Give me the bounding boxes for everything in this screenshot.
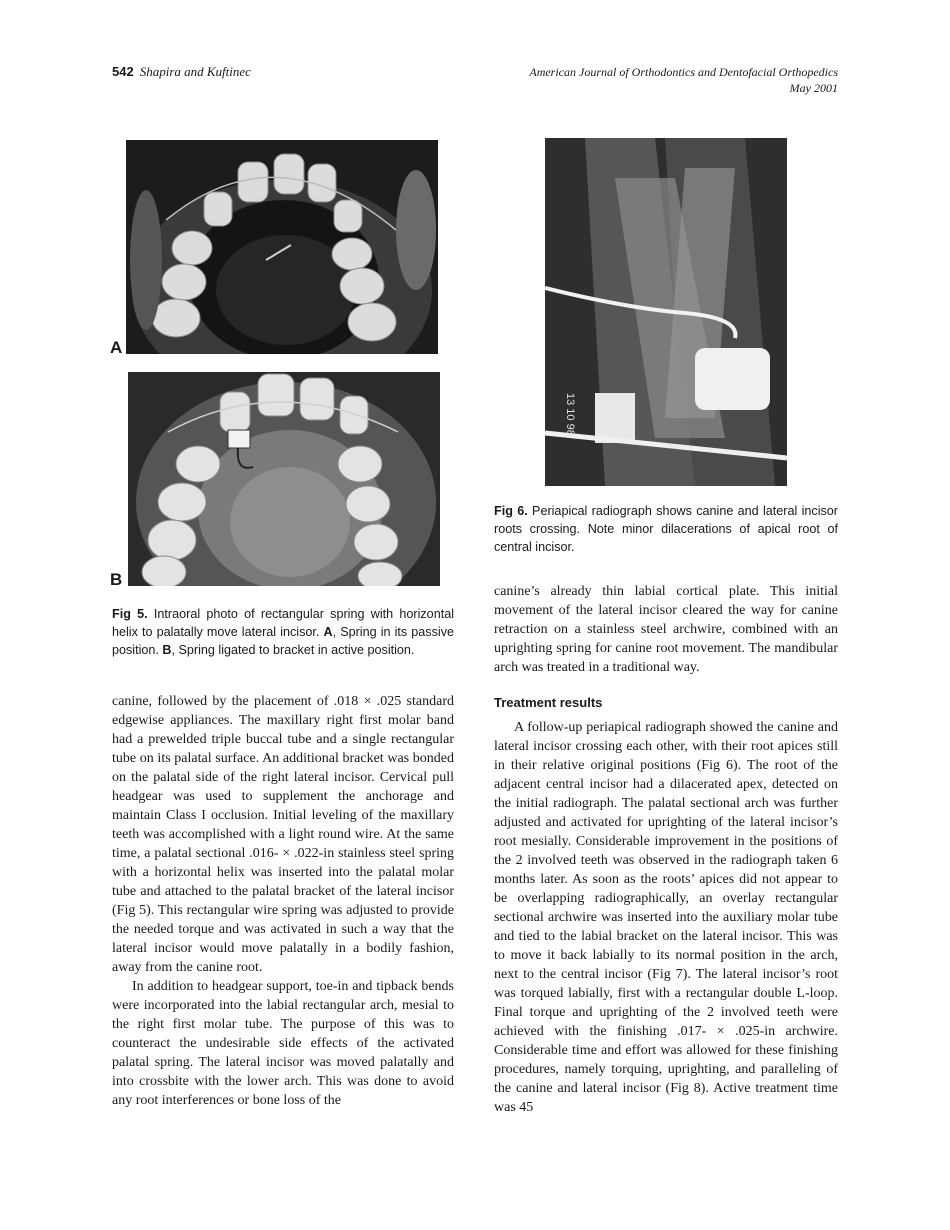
fig5-caption-text-b: , Spring ligated to bracket in active position. <box>171 643 415 657</box>
fig5-panel-a-label: A <box>110 338 123 357</box>
fig5-caption-text-a: , Spring in its passive position. <box>112 625 454 657</box>
fig5-caption <box>112 605 454 659</box>
running-header-right <box>529 64 838 96</box>
right-column-text <box>494 582 838 1117</box>
fig6-caption <box>494 502 838 556</box>
fig6-periapical-radiograph <box>545 138 787 486</box>
page-number: 542 <box>112 64 134 79</box>
fig5-panel-b-label: B <box>110 570 123 589</box>
fig5a-intraoral-photo <box>126 140 438 354</box>
left-column-text <box>112 692 454 1110</box>
running-header-left <box>112 64 251 80</box>
right-paragraph-1: canine’s already thin labial cortical plate. This initial movement of the lateral incisor cleared the way for canine retraction on a stainless steel archwire, combined with an uprighting spring for canine root movement. The mandibular arch was treated in a traditional way. <box>494 584 838 675</box>
fig5b-intraoral-photo <box>128 372 440 586</box>
left-paragraph-1: canine, followed by the placement of .018 × .025 standard edgewise appliances. The maxillary right first molar band had a prewelded triple buccal tube and a single rectangular tube on its palatal surface. An additional bracket was bonded on the palatal side of the right lateral incisor. Cervical pull headgear was used to supplement the anchorage and maintain Class I occlusion. Initial leveling of the maxillary teeth was accomplished with a light round wire. At the same time, a palatal sectional .016- × .022-in stainless steel spring with a horizontal helix was inserted into the palatal molar tube and attached to the palatal bracket of the lateral incisor (Fig 5). This rectangular wire spring was adjusted to provide the needed torque and was activated in such a way that the lateral incisor would move palatally in a bodily fashion, away from the canine root. <box>112 694 454 975</box>
issue-date: May 2001 <box>789 81 838 95</box>
running-authors: Shapira and Kuftinec <box>139 64 251 79</box>
fig6-caption-text: Periapical radiograph shows canine and lateral incisor roots crossing. Note minor dilacerations of apical root of central incisor. <box>494 504 838 554</box>
fig5-caption-b: B <box>162 643 172 657</box>
fig5-caption-a: A <box>323 625 333 639</box>
left-paragraph-2: In addition to headgear support, toe-in and tipback bends were incorporated into the labial rectangular arch, mesial to the right first molar tube. The purpose of this was to counteract the undesirable side effects of the activated palatal spring. The lateral incisor was moved palatally and into crossbite with the lower arch. This was done to avoid any root interferences or bone loss of the <box>112 979 454 1108</box>
radiograph-date-stamp: 13 10 98 <box>564 393 576 436</box>
journal-title: American Journal of Orthodontics and Dentofacial Orthopedics <box>529 65 838 79</box>
section-heading-treatment-results: Treatment results <box>494 695 603 710</box>
fig5-caption-label: Fig 5. <box>112 607 148 621</box>
fig6-caption-label: Fig 6. <box>494 504 528 518</box>
fig5-caption-text: Intraoral photo of rectangular spring with horizontal helix to palatally move lateral incisor. <box>112 607 454 639</box>
right-paragraph-2: A follow-up periapical radiograph showed the canine and lateral incisor crossing each other, with their root apices still in their relative original positions (Fig 6). The root of the adjacent central incisor had a dilacerated apex, detected on the initial radiograph. The palatal sectional arch was further adjusted and activated for uprighting of the lateral incisor’s root mesially. Considerable improvement in the positions of the 2 involved teeth was observed in the radiograph taken 6 months later. As soon as the roots’ apices did not appear to be overlapping radiographically, an overlay rectangular sectional archwire was inserted into the auxiliary molar tube and tied to the labial bracket on the lateral incisor. This was to move it back labially to its normal position in the arch, next to the central incisor (Fig 7). The lateral incisor’s root was torqued labially, first with a rectangular double L-loop. Final torque and uprighting of the 2 involved teeth were achieved with the finishing .017- × .025-in archwire. Considerable time and effort was allowed for these finishing procedures, namely torquing, uprighting, and paralleling of the canine and lateral incisor (Fig 8). Active treatment time was 45 <box>494 720 838 1115</box>
